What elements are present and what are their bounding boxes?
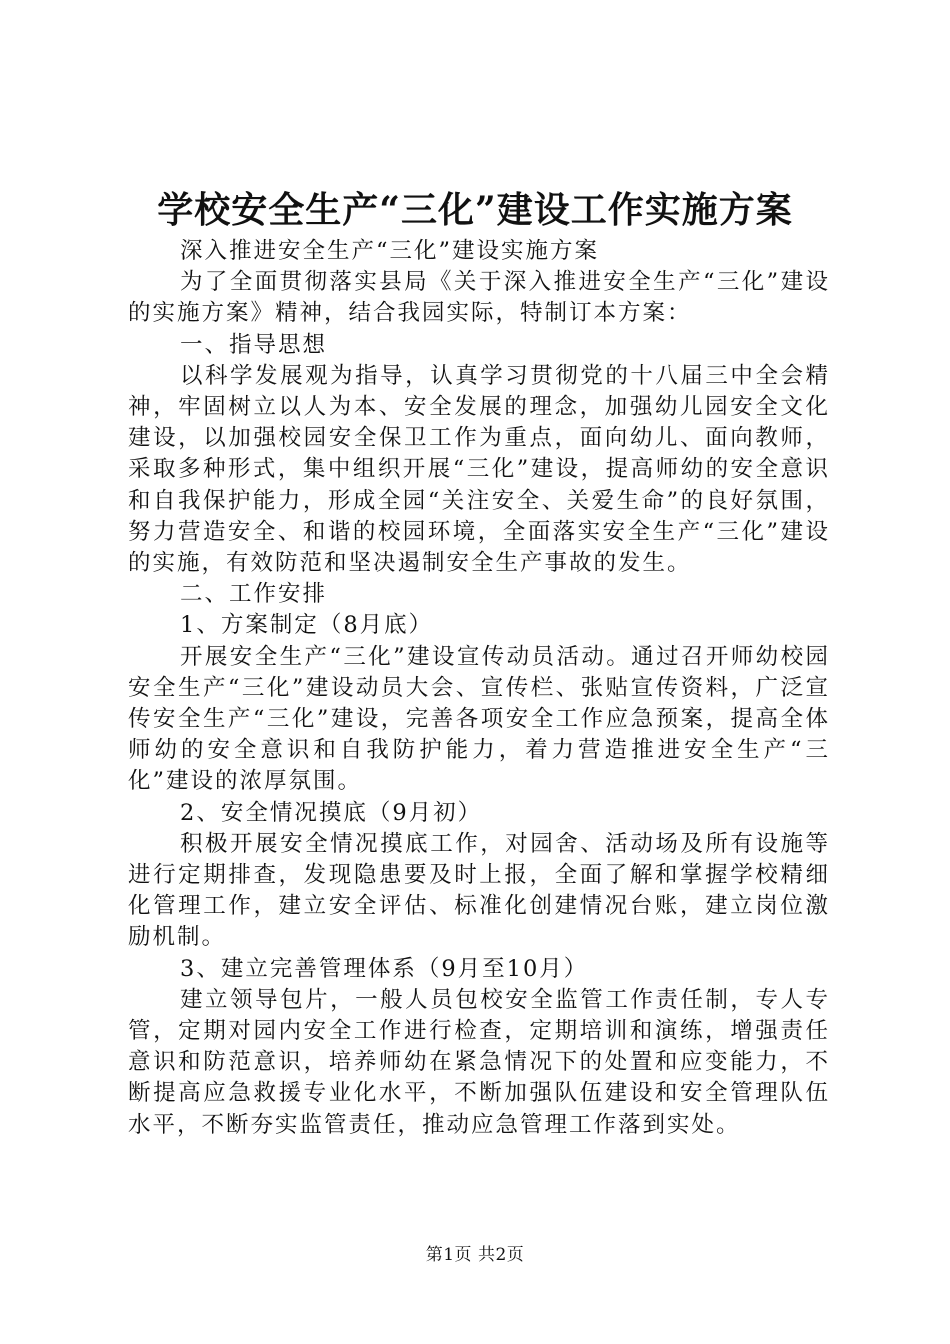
- intro-paragraph: 为了全面贯彻落实县局《关于深入推进安全生产“三化”建设的实施方案》精神，结合我园实际，特制订本方案：: [128, 269, 830, 327]
- guiding-ideology-paragraph: 以科学发展观为指导，认真学习贯彻党的十八届三中全会精神，牢固树立以人为本、安全发展的理念，加强幼儿园安全文化建设，以加强校园安全保卫工作为重点，面向幼儿、面向教师，采取多种形式，集中组织开展“三化”建设，提高师幼的安全意识和自我保护能力，形成全园“关注安全、关爱生命”的良好氛围，努力营造安全、和谐的校园环境，全面落实安全生产“三化”建设的实施，有效防范和坚决遏制安全生产事故的发生。: [128, 362, 830, 577]
- document-title: 学校安全生产“三化”建设工作实施方案: [157, 189, 793, 231]
- subheading-management-system: 3、建立完善管理体系（9月至10月）: [180, 955, 589, 982]
- page-number-footer: 第1页 共2页: [425, 1245, 525, 1265]
- subheading-plan-formulation: 1、方案制定（8月底）: [180, 612, 434, 639]
- management-system-paragraph: 建立领导包片，一般人员包校安全监管工作责任制，专人专管，定期对园内安全工作进行检查，定期培训和演练，增强责任意识和防范意识，培养师幼在紧急情况下的处置和应变能力，不断提高应急救援专业化水平，不断加强队伍建设和安全管理队伍水平，不断夯实监管责任，推动应急管理工作落到实处。: [128, 986, 830, 1138]
- safety-survey-paragraph: 积极开展安全情况摸底工作，对园舍、活动场及所有设施等进行定期排查，发现隐患要及时上报，全面了解和掌握学校精细化管理工作，建立安全评估、标准化创建情况台账，建立岗位激励机制。: [128, 830, 830, 951]
- section-heading-guiding-ideology: 一、指导思想: [180, 331, 328, 358]
- subtitle-paragraph: 深入推进安全生产“三化”建设实施方案: [180, 238, 600, 264]
- document-body: [128, 236, 830, 1141]
- section-heading-work-arrangement: 二、工作安排: [180, 581, 328, 608]
- plan-formulation-paragraph: 开展安全生产“三化”建设宣传动员活动。通过召开师幼校园安全生产“三化”建设动员大会、宣传栏、张贴宣传资料，广泛宣传安全生产“三化”建设，完善各项安全工作应急预案，提高全体师幼的安全意识和自我防护能力，着力营造推进安全生产“三化”建设的浓厚氛围。: [128, 643, 830, 795]
- subheading-safety-survey: 2、安全情况摸底（9月初）: [180, 799, 483, 826]
